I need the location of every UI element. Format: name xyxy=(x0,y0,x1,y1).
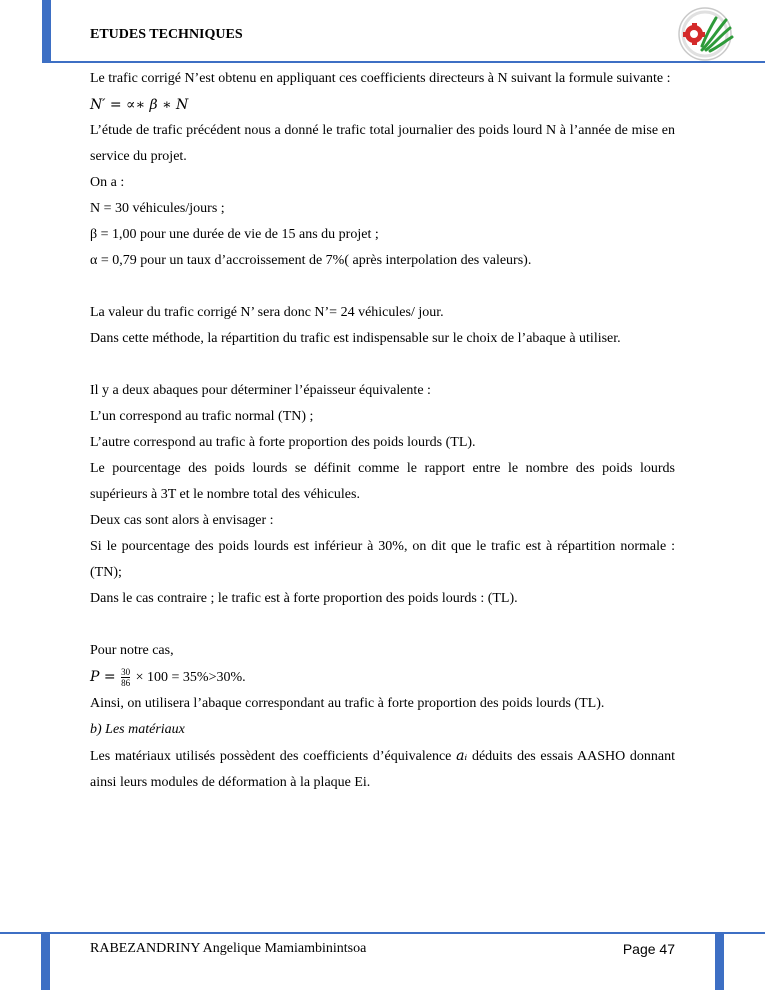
text-line: Dans cette méthode, la répartition du trafic est indispensable sur le choix de l’abaque à utiliser. xyxy=(90,331,621,346)
footer-rule xyxy=(0,932,765,934)
text-line: L’un correspond au trafic normal (TN) ; xyxy=(90,409,314,424)
formula-percentage xyxy=(90,664,675,691)
paragraph-heavy-percentage: Le pourcentage des poids lourds se définit comme le rapport entre le nombre des poids lourds supérieurs à 3T et le nombre total des véhicules. xyxy=(90,461,675,502)
formula-rest: × 100 = 35%>30%. xyxy=(135,670,246,685)
header-rule xyxy=(42,61,765,63)
subheading-materials: b) Les matériaux xyxy=(90,722,185,737)
text-line: N = 30 véhicules/jours ; xyxy=(90,201,225,216)
paragraph-normal-case: Si le pourcentage des poids lourds est inférieur à 30%, on dit que le trafic est à répartition normale : (TN); xyxy=(90,539,675,580)
fraction-denominator: 86 xyxy=(121,678,131,689)
text-line: On a : xyxy=(90,175,125,190)
header-accent-bar xyxy=(42,0,51,62)
text-line: Dans le cas contraire ; le trafic est à forte proportion des poids lourds : (TL). xyxy=(90,591,518,606)
text-line: La valeur du trafic corrigé N’ sera donc N’= 24 véhicules/ jour. xyxy=(90,305,444,320)
text-line: Deux cas sont alors à envisager : xyxy=(90,513,274,528)
math-ai: aᵢ xyxy=(456,748,468,764)
paragraph-intro: Le trafic corrigé N’est obtenu en appliquant ces coefficients directeurs à N suivant la formule suivante : xyxy=(90,71,671,86)
fraction-numerator: 30 xyxy=(121,667,131,678)
footer-author: RABEZANDRINY Angelique Mamiambinintsoa xyxy=(90,941,367,956)
school-emblem-logo xyxy=(672,6,738,62)
text-line: Pour notre cas, xyxy=(90,643,174,658)
page-number: Page 47 xyxy=(622,941,675,957)
text-line: α = 0,79 pour un taux d’accroissement de 7%( après interpolation des valeurs). xyxy=(90,253,532,268)
footer-accent-bar-right xyxy=(715,934,724,990)
formula-variable: P = xyxy=(90,669,116,685)
fraction xyxy=(121,667,130,688)
text-line: Ainsi, on utilisera l’abaque correspondant au trafic à forte proportion des poids lourds (TL). xyxy=(90,696,605,711)
footer-accent-bar-left xyxy=(41,934,50,990)
paragraph-traffic-study: L’étude de trafic précédent nous a donné le trafic total journalier des poids lourd N à l’année de mise en service du projet. xyxy=(90,123,675,164)
formula-corrected-traffic: N′ = ∝∗ β ∗ N xyxy=(90,97,189,113)
text-line: L’autre correspond au trafic à forte proportion des poids lourds (TL). xyxy=(90,435,476,450)
header-title: ETUDES TECHNIQUES xyxy=(90,27,243,42)
paragraph-materials: Les matériaux utilisés possèdent des coefficients d’équivalence aᵢ déduits des essais AASHO donnant ainsi leurs modules de déformation à la plaque Ei. xyxy=(90,748,675,790)
page-body xyxy=(90,66,675,796)
text-line: Il y a deux abaques pour déterminer l’épaisseur équivalente : xyxy=(90,383,431,398)
text-line: β = 1,00 pour une durée de vie de 15 ans du projet ; xyxy=(90,227,379,242)
